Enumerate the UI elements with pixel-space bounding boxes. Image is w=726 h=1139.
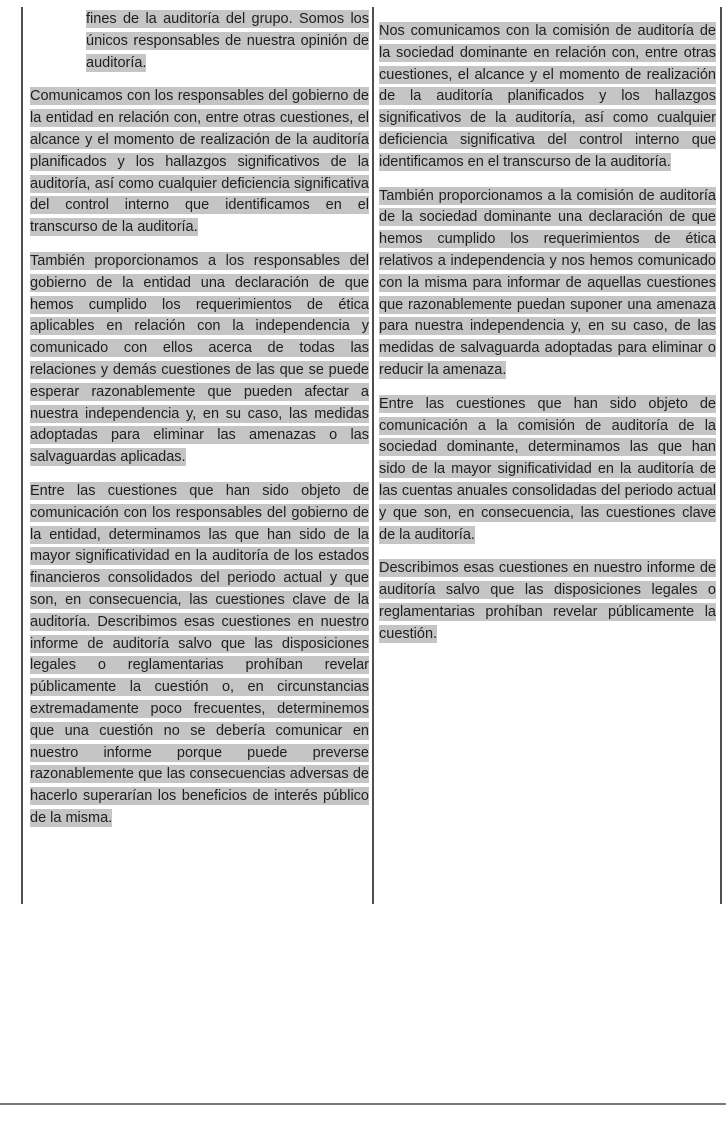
paragraph	[30, 251, 369, 469]
paragraph-text: También proporcionamos a la comisión de auditoría de la sociedad dominante una declaración de que hemos cumplido los requerimientos de ética relativos a independencia y nos hemos comunicado con la misma para informar de aquellas cuestiones que razonablemente puedan suponer una amenaza para nuestra independencia y, en su caso, de las medidas de salvaguarda adoptadas para eliminar o reducir la amenaza.	[379, 187, 716, 378]
paragraph	[30, 481, 369, 830]
table-border-right	[720, 7, 722, 904]
paragraph-text: fines de la auditoría del grupo. Somos los únicos responsables de nuestra opinión de auditoría.	[86, 11, 369, 71]
paragraph-text: Describimos esas cuestiones en nuestro informe de auditoría salvo que las disposiciones legales o reglamentarias prohíban revelar públicamente la cuestión.	[379, 560, 716, 642]
paragraph-text: También proporcionamos a los responsables del gobierno de la entidad una declaración de que hemos cumplido los requerimientos de ética aplicables en relación con la independencia y comunicado con ellos acerca de todas las relaciones y demás cuestiones de las que se puede esperar razonablemente que pueden afectar a nuestra independencia y, en su caso, las medidas adoptadas para eliminar las amenazas o las salvaguardas aplicadas.	[30, 252, 369, 466]
table-border-middle	[372, 7, 374, 904]
paragraph-text: Entre las cuestiones que han sido objeto de comunicación con los responsables del gobierno de la entidad, determinamos las que han sido de la mayor significatividad en la auditoría de los estados financieros consolidados del periodo actual y que son, en consecuencia, las cuestiones clave de la auditoría. Describimos esas cuestiones en nuestro informe de auditoría salvo que las disposiciones legales o reglamentarias prohíban revelar públicamente la cuestión o, en circunstancias extremadamente poco frecuentes, determinemos que una cuestión no se debería comunicar en nuestro informe porque puede preverse razonablemente que las consecuencias adversas de hacerlo superarían los beneficios de interés público de la misma.	[30, 482, 369, 826]
paragraph	[379, 394, 716, 547]
paragraph	[379, 186, 716, 382]
paragraph-text: Comunicamos con los responsables del gobierno de la entidad en relación con, entre otras cuestiones, el alcance y el momento de realización de la auditoría planificados y los hallazgos significativos de la auditoría, así como cualquier deficiencia significativa del control interno que identificamos en el transcurso de la auditoría.	[30, 88, 369, 236]
paragraph	[379, 558, 716, 645]
paragraph	[30, 86, 369, 239]
paragraph	[86, 9, 369, 74]
paragraph-text: Entre las cuestiones que han sido objeto de comunicación a la comisión de auditoría de la sociedad dominante, determinamos las que han sido de la mayor significatividad en la auditoría de las cuentas anuales consolidadas del periodo actual y que son, en consecuencia, las cuestiones clave de la auditoría.	[379, 395, 716, 543]
page-bottom-rule	[0, 1103, 726, 1105]
right-column	[379, 21, 716, 658]
left-column	[30, 9, 369, 842]
paragraph	[379, 21, 716, 174]
paragraph-text: Nos comunicamos con la comisión de auditoría de la sociedad dominante en relación con, entre otras cuestiones, el alcance y el momento de realización de la auditoría planificados y los hallazgos significativos de la auditoría, así como cualquier deficiencia significativa del control interno que identificamos en el transcurso de la auditoría.	[379, 23, 716, 170]
table-border-left	[21, 7, 23, 904]
